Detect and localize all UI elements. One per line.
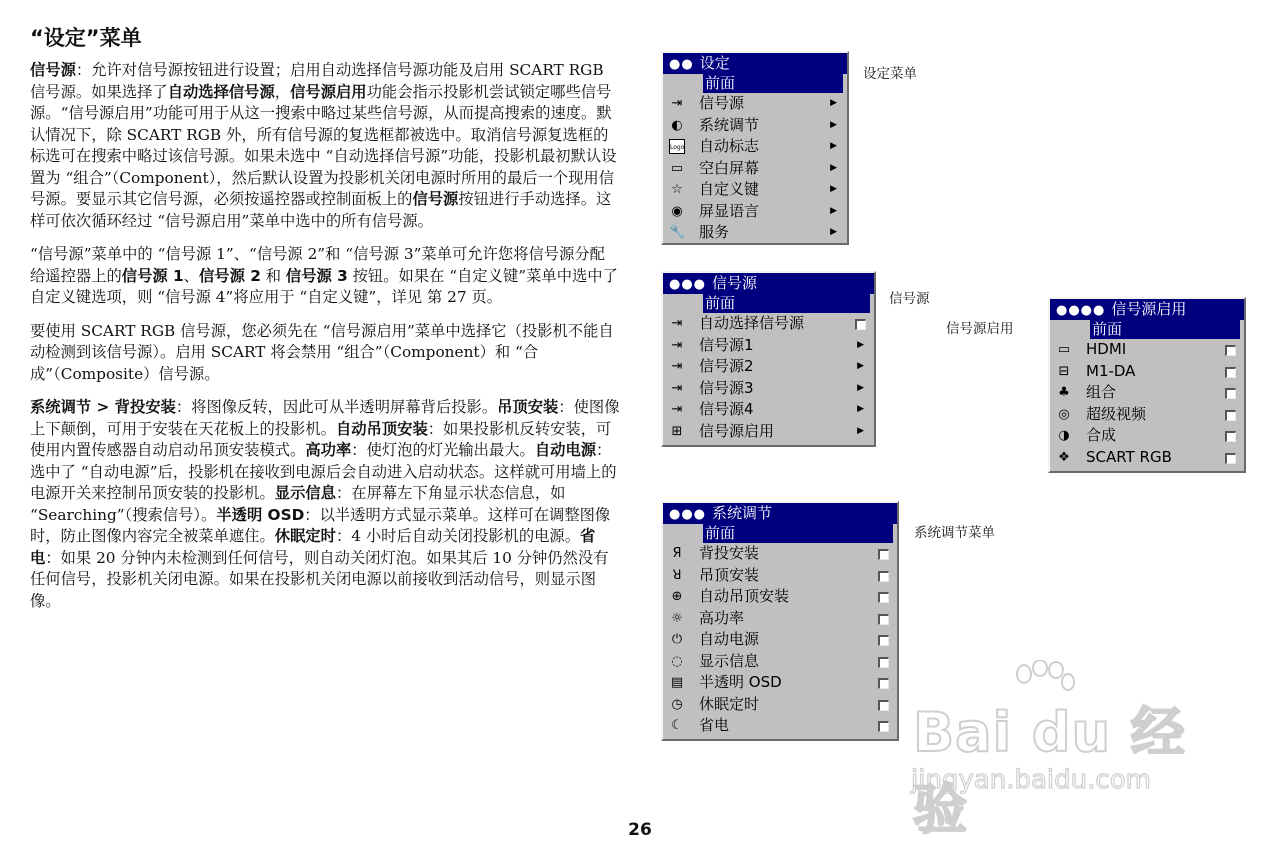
bold-term: 信号源 [30, 61, 76, 79]
menu-item[interactable] [1050, 382, 1244, 404]
bold-term: 信号源 [412, 190, 459, 208]
menu-title: 设定 [699, 54, 730, 72]
menu-item[interactable] [663, 651, 897, 673]
text-run: ：如果投影机反转安装，可使用内置传感器自动启动吊顶安装模式。 [30, 419, 612, 459]
menu-item-icon: ◎ [1058, 406, 1070, 422]
checkbox[interactable] [1225, 367, 1236, 378]
menu-item-label: 信号源3 [699, 378, 754, 397]
menu-item-label: 信号源启用 [699, 421, 775, 440]
text-run: “信号源”菜单中的 “信号源 1”、“信号源 2”和 “信号源 3”菜单可允许您将信号源分配给遥控器上的 [30, 245, 605, 285]
settings-menu [661, 51, 849, 245]
checkbox[interactable] [878, 721, 889, 732]
checkbox[interactable] [1225, 345, 1236, 356]
paragraph-scart [30, 321, 620, 386]
menu-item-label: 高功率 [699, 608, 745, 627]
text-run: ：将图像反转，因此可从半透明屏幕背后投影。 [175, 398, 498, 416]
menu-title-bar [663, 503, 897, 524]
menu-item[interactable] [663, 356, 874, 378]
menu-item-label: 信号源2 [699, 357, 754, 375]
menu-item[interactable] [1050, 447, 1244, 469]
bold-term: 自动选择信号源 [167, 82, 275, 101]
menu-title: 信号源启用 [1111, 300, 1187, 318]
menu-item-icon: 🔧 [669, 225, 686, 240]
checkbox[interactable] [1225, 453, 1236, 464]
menu-item-label: SCART RGB [1086, 447, 1172, 466]
menu-item[interactable] [1050, 404, 1244, 426]
menu-item-icon: ☆ [671, 182, 683, 197]
paragraph-system [30, 397, 620, 612]
menu-item-icon: ⇥ [671, 337, 683, 353]
menu-item-label: 组合 [1086, 383, 1117, 401]
system-menu [661, 501, 899, 741]
menu-item-icon: ꓤ [672, 567, 682, 583]
submenu-arrow-icon: ▶ [830, 98, 837, 108]
menu-item[interactable] [663, 543, 897, 565]
submenu-arrow-icon: ▶ [830, 141, 837, 151]
menu-title: 系统调节 [712, 504, 773, 522]
submenu-arrow-icon: ▶ [857, 339, 864, 350]
source-enable-menu [1048, 297, 1246, 473]
menu-item-label: 自动标志 [699, 137, 760, 155]
checkbox[interactable] [878, 700, 889, 711]
submenu-arrow-icon: ▶ [830, 162, 837, 173]
menu-item-icon: ◉ [671, 203, 683, 219]
menu-title: 信号源 [712, 274, 758, 292]
submenu-arrow-icon: ▶ [857, 404, 864, 414]
menu-item[interactable] [663, 608, 897, 630]
menu-item[interactable] [663, 93, 847, 115]
checkbox[interactable] [1225, 388, 1236, 399]
menu-item-icon: ⇥ [671, 316, 683, 331]
menu-item[interactable] [663, 335, 874, 357]
text-run: 按钮。如果在 “自定义键”菜单中选中了自定义键选项，则 “信号源 4”将应用于 “自定义键”，详见 第 27 页。 [30, 266, 618, 306]
menu-item[interactable] [663, 399, 874, 421]
menu-item-icon: Logo [669, 139, 685, 154]
menu-item-icon: ◌ [671, 653, 683, 669]
text-run: ：在屏幕左下角显示状态信息，如 “Searching”（搜索信号）。 [30, 484, 566, 524]
menu-title-bar [1050, 299, 1244, 320]
bold-term: 信号源启用 [290, 82, 367, 101]
menu-item-icon: ❖ [1058, 449, 1070, 465]
checkbox[interactable] [878, 635, 889, 646]
menu-item-icon: ♣ [1058, 385, 1070, 400]
menu-item-label: M1-DA [1086, 361, 1136, 380]
menu-item-icon: ⏻ [671, 632, 683, 647]
text-run: ：使图像上下颠倒，可用于安装在天花板上的投影机。 [30, 398, 620, 438]
menu-item-icon: ⇥ [671, 402, 683, 417]
submenu-arrow-icon: ▶ [857, 382, 864, 393]
checkbox[interactable] [878, 614, 889, 625]
menu-level-dots: ●●● [669, 507, 707, 522]
menu-item-label: 吊顶安装 [699, 565, 760, 584]
text-run: ：选中了 “自动电源”后，投影机在接收到电源后会自动进入启动状态。这样就可用墙上的电源开关来控制吊顶安装的投影机。 [30, 441, 617, 502]
menu-item[interactable] [663, 694, 897, 716]
system-menu-caption: 系统调节菜单 [914, 525, 995, 541]
menu-item[interactable] [663, 629, 897, 651]
text-run: ：如果 20 分钟内未检测到任何信号，则自动关闭灯泡。如果其后 10 分钟仍然没有任何信号，投影机关闭电源。如果在投影机关闭电源以前接收到活动信号，则显示图像。 [30, 548, 609, 610]
menu-item-icon: ▤ [670, 675, 684, 690]
bold-term: 高功率 [305, 441, 352, 459]
menu-item-label: 自定义键 [699, 180, 760, 198]
source-enable-menu-caption: 信号源启用 [946, 321, 1014, 337]
menu-item[interactable] [663, 201, 847, 223]
bold-term: 显示信息 [274, 484, 336, 502]
page-number: 26 [628, 820, 652, 840]
menu-level-dots: ●●●● [1056, 303, 1106, 318]
menu-item-icon: ◷ [671, 696, 683, 712]
checkbox[interactable] [878, 571, 889, 582]
menu-item[interactable] [663, 158, 847, 180]
baidu-watermark [905, 660, 1205, 841]
menu-item-icon: Я [672, 546, 682, 561]
menu-item-front[interactable]: 前面 [703, 74, 843, 93]
menu-item-label: 合成 [1086, 426, 1117, 444]
menu-item-front[interactable]: 前面 [1090, 320, 1240, 339]
text-run: 要使用 SCART RGB 信号源，您必须先在 “信号源启用”菜单中选择它（投影机不能自动检测到该信号源）。启用 SCART 将会禁用 “组合”（Component）和 “合成”（Composite）信号源。 [30, 321, 614, 383]
menu-item[interactable] [663, 672, 897, 694]
text-run: ：使灯泡的灯光输出最大。 [351, 441, 535, 459]
menu-item[interactable] [663, 179, 847, 201]
menu-item-label: 超级视频 [1086, 404, 1147, 423]
bold-term: 信号源 2 [198, 266, 261, 285]
paragraph-source-buttons [30, 244, 620, 309]
checkbox[interactable] [1225, 410, 1236, 421]
settings-menu-caption: 设定菜单 [863, 66, 917, 82]
text-run: ：4 小时后自动关闭投影机的电源。 [335, 527, 581, 545]
source-menu [661, 271, 876, 447]
page-title: “设定”菜单 [30, 26, 142, 50]
menu-item-icon: ◑ [1058, 428, 1070, 443]
text-run: ：允许对信号源按钮进行设置；启用自动选择信号源功能及启用 SCART RGB 信号源。如果选择了 [30, 61, 604, 101]
paragraph-source [30, 60, 620, 232]
submenu-arrow-icon: ▶ [830, 205, 837, 216]
text-run: 按钮进行手动选择。这样可依次循环经过 “信号源启用”菜单中选中的所有信号源。 [30, 190, 612, 230]
menu-item-icon: ☾ [671, 718, 683, 733]
menu-item-label: HDMI [1086, 340, 1127, 358]
menu-item-label: 省电 [699, 716, 730, 734]
menu-item-front[interactable]: 前面 [703, 294, 870, 313]
text-run: ：以半透明方式显示菜单。这样可在调整图像时，防止图像内容完全被菜单遮住。 [30, 505, 611, 545]
menu-item-label: 服务 [699, 223, 730, 241]
menu-item-label: 自动电源 [699, 630, 760, 648]
watermark-url: jingyan.baidu.com [911, 765, 1151, 795]
bold-term: 系统调节 > 背投安装 [30, 398, 176, 416]
menu-item-icon: ⊕ [671, 589, 683, 604]
menu-item-label: 信号源4 [699, 400, 754, 418]
menu-item-icon: ⇥ [671, 380, 683, 396]
menu-item-icon: ⇥ [671, 359, 683, 374]
menu-item[interactable] [1050, 361, 1244, 383]
menu-title-bar [663, 273, 874, 294]
menu-title-bar [663, 53, 847, 74]
menu-item-icon: ⊟ [1058, 363, 1070, 379]
source-menu-caption: 信号源 [889, 291, 930, 307]
menu-item-icon: ☼ [671, 610, 683, 626]
menu-item-label: 背投安装 [699, 544, 760, 562]
menu-item[interactable] [663, 313, 874, 335]
menu-item[interactable] [663, 378, 874, 400]
menu-item-label: 显示信息 [699, 651, 760, 670]
menu-item[interactable] [663, 136, 847, 158]
checkbox[interactable] [878, 592, 889, 603]
menu-item-icon: ◐ [671, 117, 683, 133]
menu-item[interactable] [663, 115, 847, 137]
text-run: 和 [260, 266, 286, 285]
checkbox[interactable] [878, 657, 889, 668]
menu-item-label: 空白屏幕 [699, 158, 760, 177]
menu-item[interactable] [663, 565, 897, 587]
submenu-arrow-icon: ▶ [830, 184, 837, 194]
checkbox[interactable] [878, 549, 889, 560]
watermark-text: Bai du 经验 [913, 701, 1186, 841]
menu-level-dots: ●● [669, 57, 694, 72]
bold-term: 信号源 1 [121, 266, 184, 285]
body-text [30, 60, 620, 624]
submenu-arrow-icon: ▶ [830, 227, 837, 237]
menu-item-label: 自动吊顶安装 [699, 587, 790, 605]
text-run: 功能会指示投影机尝试锁定哪些信号源。“信号源启用”功能可用于从这一搜索中略过某些信号源，从而提高搜索的速度。默认情况下，除 SCART RGB 外，所有信号源的复选框都被选中。取消信号源复选框的标选可在搜索中略过该信号源。如果未选中 “自动选择信号源”功能，投影机最初默认设置为 “组合”（Component），然后默认设置为投影机关闭电源时所用的最后一个现用信号源。要显示其它信号源，必须按遥控器或控制面板上的 [30, 82, 617, 208]
checkbox[interactable] [878, 678, 889, 689]
bold-term: 信号源 3 [285, 266, 348, 285]
menu-item-label: 自动选择信号源 [699, 314, 805, 332]
menu-item[interactable] [663, 222, 847, 244]
menu-level-dots: ●●● [669, 277, 707, 292]
bold-term: 半透明 OSD [216, 505, 305, 524]
menu-item-label: 半透明 OSD [699, 673, 782, 691]
submenu-arrow-icon: ▶ [830, 119, 837, 130]
bold-term: 自动吊顶安装 [335, 419, 428, 438]
menu-item-icon: ⇥ [671, 96, 683, 111]
menu-item[interactable] [1050, 339, 1244, 361]
text-run: 、 [183, 266, 199, 285]
bold-term: 吊顶安装 [497, 398, 559, 416]
menu-item-label: 信号源 [699, 94, 745, 112]
submenu-arrow-icon: ▶ [857, 361, 864, 371]
bold-term: 省电 [30, 527, 596, 567]
menu-item-label: 休眠定时 [699, 694, 760, 713]
text-run: ， [274, 82, 291, 101]
bold-term: 自动电源 [534, 441, 597, 459]
menu-item-label: 系统调节 [699, 115, 760, 134]
menu-item[interactable] [663, 421, 874, 443]
checkbox[interactable] [855, 319, 866, 330]
menu-item-front[interactable]: 前面 [703, 524, 893, 543]
menu-item-icon: ⊞ [671, 423, 683, 439]
menu-item-icon: ▭ [670, 160, 684, 176]
menu-item-label: 屏显语言 [699, 201, 760, 220]
checkbox[interactable] [1225, 431, 1236, 442]
submenu-arrow-icon: ▶ [857, 425, 864, 436]
menu-item[interactable] [663, 586, 897, 608]
menu-item-icon: ▭ [1057, 342, 1071, 357]
menu-item[interactable] [1050, 425, 1244, 447]
bold-term: 休眠定时 [274, 527, 336, 545]
menu-item-label: 信号源1 [699, 335, 754, 354]
menu-item[interactable] [663, 715, 897, 737]
